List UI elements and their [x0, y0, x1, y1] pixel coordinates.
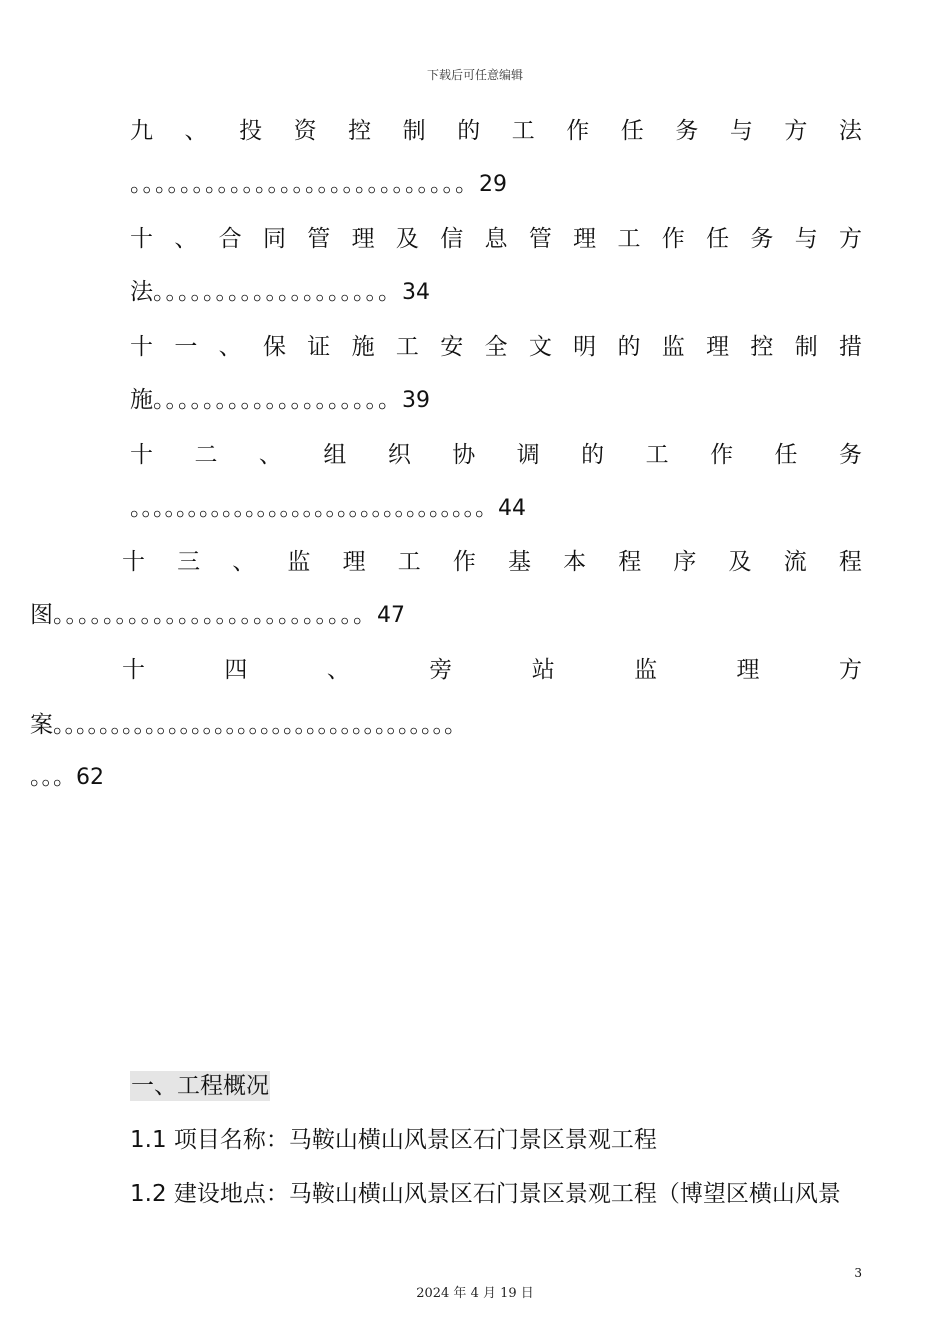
toc-title-char: 文 [528, 334, 552, 360]
page-number: 3 [854, 1266, 862, 1280]
toc-entry-leader [130, 277, 430, 308]
toc-title-char: 流 [783, 549, 807, 575]
toc-title-char: 工 [617, 226, 641, 252]
toc-page-number: 47 [377, 603, 405, 628]
toc-entry-title [130, 224, 862, 254]
toc-dots: 。。。。。。。。。。。。。。。。。。。 [153, 387, 402, 413]
toc-title-char: 务 [750, 226, 774, 252]
toc-title-char: 工 [645, 442, 669, 468]
toc-entry-title [130, 116, 862, 146]
toc-title-char: 法 [838, 118, 862, 144]
toc-title-char: 理 [351, 226, 375, 252]
toc-page-number: 39 [402, 388, 430, 413]
toc-title-char: 资 [293, 118, 317, 144]
toc-title-char: 十 [130, 226, 153, 252]
construction-site-line: 1.2 建设地点：马鞍山横山风景区石门景区景观工程（博望区横山风景 [130, 1181, 841, 1207]
toc-title-char: 证 [307, 334, 331, 360]
toc-title-char: 措 [839, 334, 862, 360]
toc-title-char: 十 [130, 442, 153, 468]
toc-title-char: 管 [307, 226, 331, 252]
toc-title-char: 合 [218, 226, 242, 252]
toc-title-char: 保 [262, 334, 286, 360]
toc-entry-leader [130, 169, 507, 200]
toc-title-char: 制 [402, 118, 426, 144]
toc-entry-leader [30, 710, 467, 740]
toc-title-char: 九 [130, 118, 153, 144]
toc-title-char: 理 [736, 657, 760, 683]
toc-title-char: 四 [224, 657, 248, 683]
toc-dots: 。。。。。。。。。。。。。。。。。。。。。。。。。。。。。。。。。。。 [53, 712, 467, 738]
toc-title-char: 同 [262, 226, 286, 252]
toc-title-char: 管 [528, 226, 552, 252]
toc-page-number: 44 [498, 496, 526, 521]
toc-continuation: 图 [30, 602, 53, 628]
toc-entry-leader [130, 385, 430, 416]
toc-title-char: 作 [710, 442, 734, 468]
toc-title-char: 施 [351, 334, 375, 360]
section-heading: 一、工程概况 [131, 1073, 269, 1099]
toc-title-char: 织 [387, 442, 411, 468]
toc-title-char: 的 [457, 118, 481, 144]
toc-title-char: 任 [774, 442, 798, 468]
toc-continuation: 法 [130, 279, 153, 305]
toc-title-char: 务 [675, 118, 699, 144]
toc-title-char: 监 [287, 549, 311, 575]
toc-title-char: 方 [839, 226, 862, 252]
toc-title-char: 与 [729, 118, 753, 144]
toc-title-char: 息 [484, 226, 508, 252]
toc-title-char: 全 [484, 334, 508, 360]
toc-dots: 。。。。。。。。。。。。。。。。。。。。。。。。。 [53, 602, 377, 628]
toc-title-char: 理 [573, 226, 597, 252]
toc-title-char: 协 [452, 442, 476, 468]
toc-title-char: 、 [326, 657, 350, 683]
toc-page-number: 29 [479, 172, 507, 197]
toc-title-char: 制 [794, 334, 818, 360]
toc-dots: 。。。。。。。。。。。。。。。。。。。 [153, 279, 402, 305]
toc-title-char: 任 [706, 226, 730, 252]
toc-title-char: 程 [838, 549, 862, 575]
toc-title-char: 、 [218, 334, 242, 360]
toc-title-char: 信 [440, 226, 464, 252]
toc-title-char: 、 [184, 118, 208, 144]
toc-title-char: 及 [395, 226, 419, 252]
toc-entry-title [122, 547, 862, 577]
toc-title-char: 旁 [429, 657, 453, 683]
page-footer-date: 2024 年 4 月 19 日 [416, 1286, 534, 1301]
toc-title-char: 安 [440, 334, 464, 360]
toc-title-char: 工 [511, 118, 535, 144]
toc-title-char: 投 [239, 118, 263, 144]
toc-title-char: 及 [728, 549, 752, 575]
toc-title-char: 序 [673, 549, 697, 575]
toc-title-char: 本 [563, 549, 587, 575]
toc-entry-title [130, 440, 862, 470]
toc-title-char: 工 [397, 549, 421, 575]
toc-title-char: 作 [566, 118, 590, 144]
toc-title-char: 基 [507, 549, 531, 575]
toc-title-char: 二 [194, 442, 218, 468]
toc-title-char: 控 [348, 118, 372, 144]
toc-title-char: 监 [661, 334, 685, 360]
project-name-line: 1.1 项目名称：马鞍山横山风景区石门景区景观工程 [130, 1127, 657, 1153]
toc-title-char: 与 [794, 226, 818, 252]
toc-title-char: 任 [620, 118, 644, 144]
toc-title-char: 的 [617, 334, 641, 360]
toc-title-char: 程 [618, 549, 642, 575]
toc-title-char: 十 [130, 334, 153, 360]
toc-dots: 。。。 [30, 764, 76, 790]
toc-page-number: 62 [76, 765, 104, 790]
toc-title-char: 理 [706, 334, 730, 360]
toc-title-char: 十 [122, 657, 145, 683]
toc-title-char: 十 [122, 549, 145, 575]
toc-title-char: 、 [174, 226, 198, 252]
toc-continuation: 施 [130, 387, 153, 413]
toc-title-char: 作 [452, 549, 476, 575]
toc-title-char: 、 [258, 442, 282, 468]
toc-dots: 。。。。。。。。。。。。。。。。。。。。。。。。。。。。。。。 [130, 495, 498, 521]
toc-entry-leader-wrap [30, 762, 104, 793]
toc-title-char: 控 [750, 334, 774, 360]
toc-title-char: 工 [395, 334, 419, 360]
toc-entry-leader [130, 493, 526, 524]
toc-title-char: 作 [661, 226, 685, 252]
toc-title-char: 调 [516, 442, 540, 468]
toc-dots: 。。。。。。。。。。。。。。。。。。。。。。。。。。。 [130, 171, 479, 197]
toc-title-char: 方 [784, 118, 808, 144]
toc-title-char: 明 [573, 334, 597, 360]
toc-entry-title [122, 655, 862, 685]
toc-title-char: 的 [581, 442, 605, 468]
toc-title-char: 、 [232, 549, 256, 575]
toc-title-char: 监 [634, 657, 658, 683]
toc-entry-leader [30, 600, 405, 631]
toc-title-char: 理 [342, 549, 366, 575]
toc-title-char: 方 [838, 657, 862, 683]
toc-title-char: 三 [177, 549, 201, 575]
toc-page-number: 34 [402, 280, 430, 305]
page-header: 下载后可任意编辑 [426, 68, 523, 82]
toc-title-char: 组 [323, 442, 347, 468]
toc-title-char: 一 [174, 334, 198, 360]
toc-title-char: 站 [531, 657, 555, 683]
toc-continuation: 案 [30, 712, 53, 738]
toc-title-char: 务 [838, 442, 862, 468]
toc-entry-title [130, 332, 862, 362]
